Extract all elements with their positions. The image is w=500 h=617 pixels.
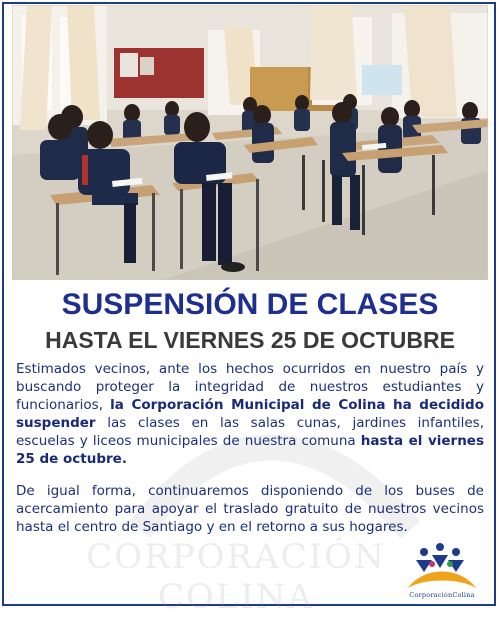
announcement-body <box>16 360 484 550</box>
logo-caption: CorporaciónColina <box>409 591 475 599</box>
paragraph-two: De igual forma, continuaremos disponiendo de los buses de acercamiento para apoyar el traslado gratuito de nuestros vecinos hasta el centro de Santiago y en el retorno a sus hogares. <box>16 483 484 535</box>
paragraph-one <box>16 360 484 468</box>
paragraph-one-bold1: la Corporación Municipal de Colina ha decidido suspender <box>16 397 484 431</box>
watermark-text: CORPORACIÓN COLINA <box>86 537 386 617</box>
paragraph-one-part2: las clases en las salas cunas, jardines infantiles, escuelas y liceos municipales de nuestra comuna <box>16 415 484 449</box>
headline-title: SUSPENSIÓN DE CLASES <box>61 288 439 321</box>
paragraph-one-bold2: hasta el viernes 25 de octubre. <box>16 433 484 467</box>
classroom-photo <box>12 5 488 280</box>
headline-subtitle: HASTA EL VIERNES 25 DE OCTUBRE <box>45 327 455 353</box>
paragraph-one-part1: Estimados vecinos, ante los hechos ocurridos en nuestro país y buscando proteger la integridad de nuestros estudiantes y funcionarios, <box>16 361 484 413</box>
